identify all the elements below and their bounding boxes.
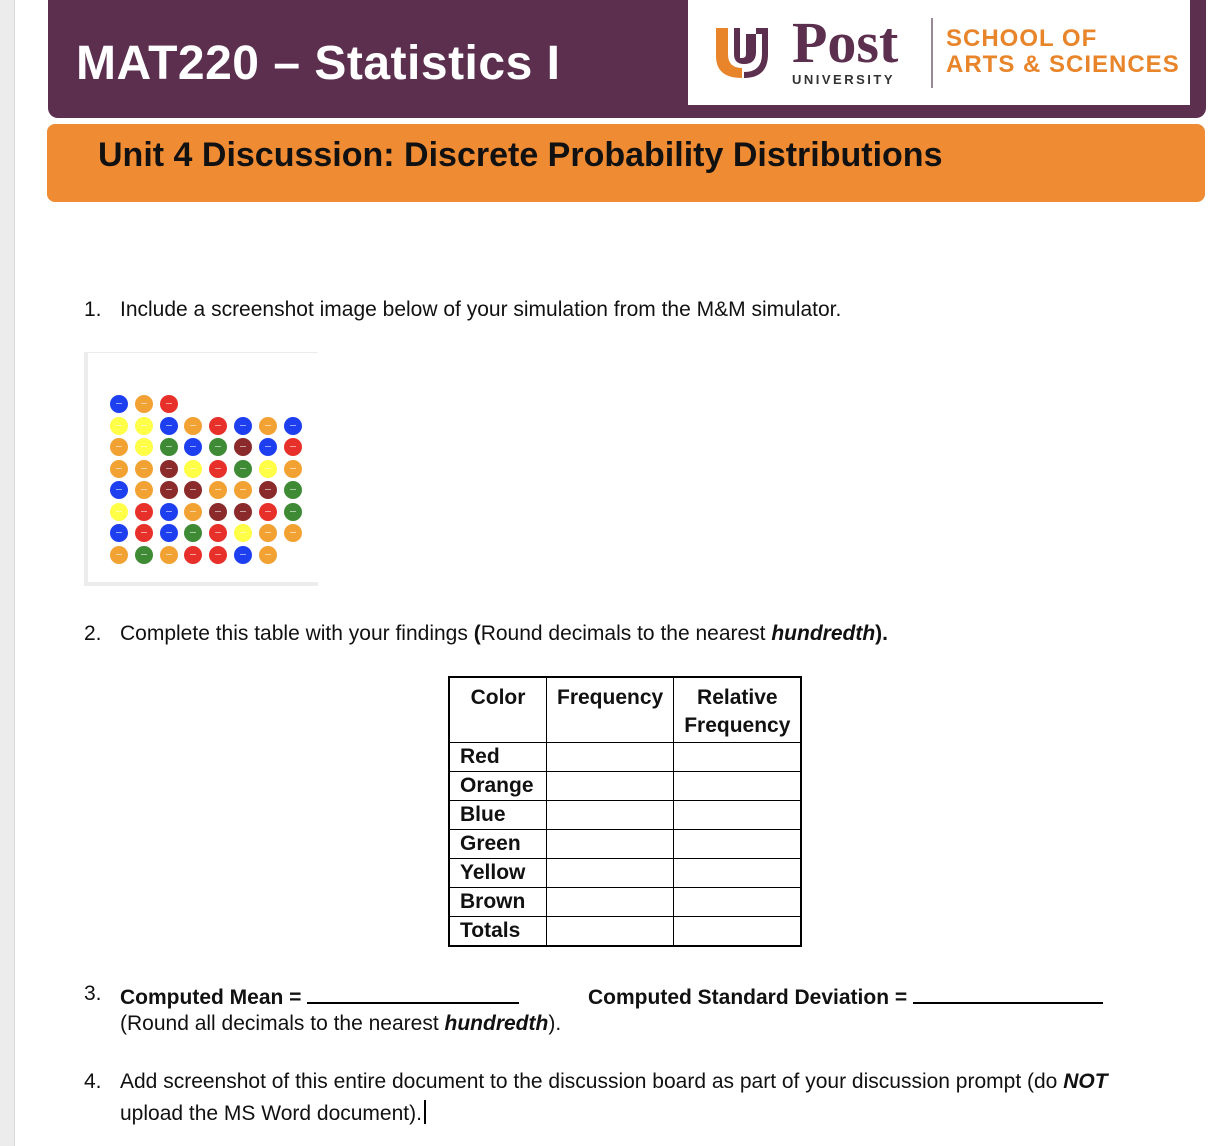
- relative-frequency-cell[interactable]: [674, 801, 802, 830]
- green-mm-candy: [234, 460, 252, 478]
- blue-mm-candy: [259, 438, 277, 456]
- blue-mm-candy: [160, 417, 178, 435]
- green-mm-candy: [135, 546, 153, 564]
- table-row: [449, 859, 801, 888]
- orange-mm-candy: [160, 546, 178, 564]
- yellow-mm-candy: [135, 417, 153, 435]
- yellow-mm-candy: [110, 417, 128, 435]
- orange-mm-candy: [284, 524, 302, 542]
- frequency-cell[interactable]: [547, 917, 674, 947]
- question-number: 4.: [84, 1070, 102, 1093]
- page-edge: [0, 0, 15, 1146]
- green-mm-candy: [160, 438, 178, 456]
- emphasis-not: NOT: [1063, 1070, 1108, 1093]
- post-logo-mark-icon: [712, 24, 776, 82]
- frequency-cell[interactable]: [547, 743, 674, 772]
- red-mm-candy: [135, 503, 153, 521]
- yellow-mm-candy: [259, 460, 277, 478]
- orange-mm-candy: [209, 481, 227, 499]
- table-row: [449, 743, 801, 772]
- orange-mm-candy: [110, 546, 128, 564]
- emphasis-hundredth: hundredth: [771, 622, 876, 645]
- header-relative-frequency: Relative Frequency: [674, 677, 802, 743]
- orange-mm-candy: [184, 417, 202, 435]
- question-text-prefix: Add screenshot of this entire document to the discussion board as part of your discussion prompt (do: [120, 1070, 1064, 1093]
- red-mm-candy: [160, 395, 178, 413]
- logo-university-label: UNIVERSITY: [792, 72, 896, 87]
- blue-mm-candy: [234, 417, 252, 435]
- school-line-1: SCHOOL OF: [946, 25, 1098, 52]
- color-cell: Red: [449, 743, 547, 772]
- orange-mm-candy: [110, 460, 128, 478]
- paren-close: ).: [875, 622, 888, 645]
- note-suffix: ).: [548, 1012, 562, 1035]
- green-mm-candy: [284, 503, 302, 521]
- header-frequency: Frequency: [547, 677, 674, 743]
- school-line-2: ARTS & SCIENCES: [946, 51, 1180, 78]
- question-text-line-2-content: upload the MS Word document).: [120, 1102, 422, 1125]
- relative-frequency-cell[interactable]: [674, 772, 802, 801]
- red-mm-candy: [209, 417, 227, 435]
- school-name: [946, 26, 1180, 78]
- relative-frequency-cell[interactable]: [674, 888, 802, 917]
- red-mm-candy: [259, 503, 277, 521]
- logo-post-wordmark: Post: [792, 10, 899, 75]
- orange-mm-candy: [110, 438, 128, 456]
- orange-mm-candy: [259, 417, 277, 435]
- yellow-mm-candy: [234, 524, 252, 542]
- frequency-cell[interactable]: [547, 859, 674, 888]
- table-row: [449, 888, 801, 917]
- brown-mm-candy: [160, 481, 178, 499]
- table-row: [449, 830, 801, 859]
- relative-frequency-cell[interactable]: [674, 830, 802, 859]
- brown-mm-candy: [160, 460, 178, 478]
- brown-mm-candy: [184, 481, 202, 499]
- emphasis-hundredth: hundredth: [444, 1012, 549, 1035]
- color-cell: Blue: [449, 801, 547, 830]
- orange-mm-candy: [259, 546, 277, 564]
- red-mm-candy: [135, 524, 153, 542]
- red-mm-candy: [284, 438, 302, 456]
- orange-mm-candy: [135, 460, 153, 478]
- table-row: [449, 917, 801, 947]
- yellow-mm-candy: [184, 460, 202, 478]
- color-cell: Orange: [449, 772, 547, 801]
- text-cursor: [424, 1100, 426, 1124]
- orange-mm-candy: [259, 524, 277, 542]
- orange-mm-candy: [135, 395, 153, 413]
- question-number: 2.: [84, 622, 102, 645]
- color-cell: Totals: [449, 917, 547, 947]
- green-mm-candy: [184, 524, 202, 542]
- sd-answer-blank[interactable]: [913, 982, 1103, 1004]
- question-text-line-1: [120, 1070, 1108, 1094]
- relative-frequency-cell[interactable]: [674, 859, 802, 888]
- question-text: [120, 622, 888, 646]
- color-cell: Green: [449, 830, 547, 859]
- frequency-cell[interactable]: [547, 830, 674, 859]
- mean-line: [120, 982, 519, 1010]
- blue-mm-candy: [110, 524, 128, 542]
- brown-mm-candy: [234, 503, 252, 521]
- frequency-cell[interactable]: [547, 772, 674, 801]
- red-mm-candy: [209, 460, 227, 478]
- note-prefix: (Round all decimals to the nearest: [120, 1012, 445, 1035]
- relative-frequency-cell[interactable]: [674, 917, 802, 947]
- blue-mm-candy: [160, 524, 178, 542]
- question-text-line-2: [120, 1100, 426, 1126]
- orange-mm-candy: [184, 503, 202, 521]
- logo-divider: [931, 18, 933, 88]
- brown-mm-candy: [259, 481, 277, 499]
- sd-line: [588, 982, 1103, 1010]
- blue-mm-candy: [110, 395, 128, 413]
- green-mm-candy: [209, 438, 227, 456]
- blue-mm-candy: [284, 417, 302, 435]
- frequency-cell[interactable]: [547, 888, 674, 917]
- red-mm-candy: [209, 546, 227, 564]
- frequency-table: [448, 676, 802, 947]
- blue-mm-candy: [110, 481, 128, 499]
- paren-open: (: [473, 622, 481, 645]
- relative-frequency-cell[interactable]: [674, 743, 802, 772]
- table-row: [449, 801, 801, 830]
- brown-mm-candy: [234, 438, 252, 456]
- question-number: 1.: [84, 298, 102, 321]
- post-university-logo: [688, 0, 1190, 105]
- sd-label: Computed Standard Deviation =: [588, 986, 908, 1009]
- orange-mm-candy: [284, 460, 302, 478]
- header-color: Color: [449, 677, 547, 743]
- orange-mm-candy: [234, 481, 252, 499]
- yellow-mm-candy: [135, 438, 153, 456]
- brown-mm-candy: [209, 503, 227, 521]
- mean-label: Computed Mean =: [120, 986, 302, 1009]
- question-text-prefix: Complete this table with your findings: [120, 622, 474, 645]
- question-text: Include a screenshot image below of your simulation from the M&M simulator.: [120, 298, 842, 321]
- mean-answer-blank[interactable]: [307, 982, 519, 1004]
- orange-mm-candy: [135, 481, 153, 499]
- red-mm-candy: [184, 546, 202, 564]
- rounding-note: [120, 1012, 561, 1036]
- red-mm-candy: [209, 524, 227, 542]
- question-text-middle: Round decimals to the nearest: [480, 622, 772, 645]
- yellow-mm-candy: [110, 503, 128, 521]
- course-title: MAT220 – Statistics I: [76, 37, 561, 90]
- color-cell: Brown: [449, 888, 547, 917]
- simulation-screenshot: [84, 352, 318, 586]
- question-number: 3.: [84, 982, 102, 1005]
- table-row: [449, 772, 801, 801]
- green-mm-candy: [284, 481, 302, 499]
- color-cell: Yellow: [449, 859, 547, 888]
- blue-mm-candy: [234, 546, 252, 564]
- frequency-cell[interactable]: [547, 801, 674, 830]
- unit-title: Unit 4 Discussion: Discrete Probability Distributions: [98, 136, 943, 174]
- blue-mm-candy: [160, 503, 178, 521]
- blue-mm-candy: [184, 438, 202, 456]
- table-header-row: [449, 677, 801, 743]
